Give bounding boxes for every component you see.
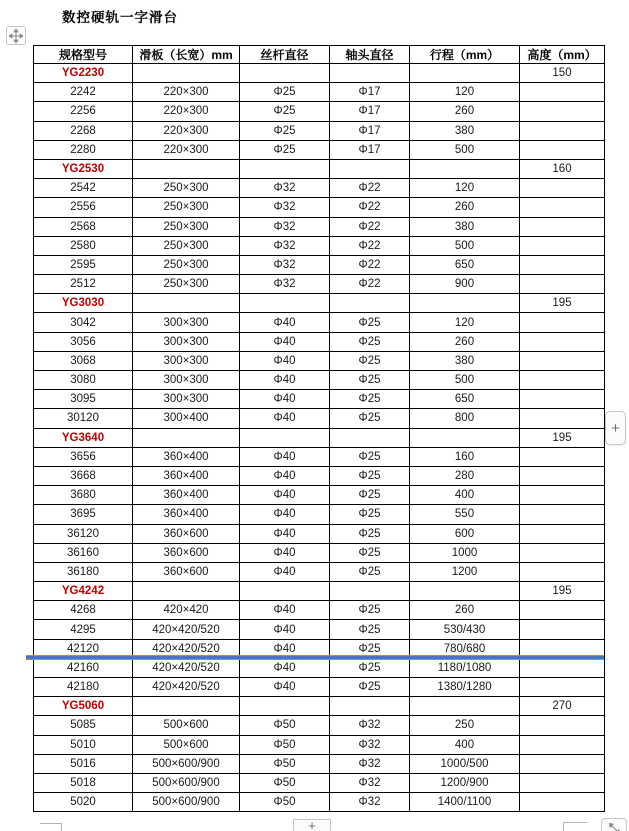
column-header[interactable]: 高度（mm）	[520, 46, 605, 64]
table-cell[interactable]: 195	[520, 582, 605, 601]
table-row	[34, 409, 605, 428]
table-cell[interactable]	[410, 294, 520, 313]
table-cell[interactable]: 4268	[34, 601, 133, 620]
table-cell[interactable]: 3042	[34, 313, 133, 332]
table-cell[interactable]: Φ40	[240, 524, 330, 543]
table-cell[interactable]: 3656	[34, 447, 133, 466]
table-cell[interactable]: 260	[410, 102, 520, 121]
table-cell[interactable]: Φ32	[240, 236, 330, 255]
series-group-row	[34, 159, 605, 178]
insert-row-button-right[interactable]	[605, 411, 626, 445]
table-cell[interactable]: 270	[520, 697, 605, 716]
table-cell[interactable]	[520, 678, 605, 697]
table-cell[interactable]: 36120	[34, 524, 133, 543]
table-cell[interactable]	[520, 409, 605, 428]
spec-table	[33, 45, 605, 812]
table-cell[interactable]: Φ32	[240, 217, 330, 236]
table-row	[34, 505, 605, 524]
table-cell[interactable]	[330, 64, 410, 83]
column-header[interactable]: 轴头直径	[330, 46, 410, 64]
table-cell[interactable]	[520, 255, 605, 274]
table-cell[interactable]: YG5060	[34, 697, 133, 716]
table-cell[interactable]: Φ50	[240, 735, 330, 754]
table-cell[interactable]: Φ25	[330, 447, 410, 466]
table-cell[interactable]	[520, 179, 605, 198]
table-cell[interactable]: 300×300	[133, 390, 240, 409]
table-cell[interactable]	[330, 428, 410, 447]
table-cell[interactable]: Φ32	[240, 255, 330, 274]
table-cell[interactable]: 500×600	[133, 735, 240, 754]
table-cell[interactable]: Φ32	[330, 716, 410, 735]
table-cell[interactable]: Φ32	[330, 754, 410, 773]
table-cell[interactable]: Φ40	[240, 639, 330, 658]
table-cell[interactable]: 420×420/520	[133, 678, 240, 697]
table-cell[interactable]	[520, 371, 605, 390]
table-row	[34, 620, 605, 639]
table-cell[interactable]: 650	[410, 255, 520, 274]
table-cell[interactable]: 650	[410, 390, 520, 409]
table-cell[interactable]	[133, 697, 240, 716]
table-cell[interactable]: 360×400	[133, 505, 240, 524]
series-group-row	[34, 697, 605, 716]
table-cell[interactable]: 360×400	[133, 447, 240, 466]
table-resize-handle[interactable]	[601, 818, 627, 831]
table-cell[interactable]: 2256	[34, 102, 133, 121]
table-cell[interactable]: Φ17	[330, 83, 410, 102]
table-row	[34, 332, 605, 351]
table-cell[interactable]	[520, 562, 605, 581]
table-cell[interactable]: YG3640	[34, 428, 133, 447]
table-cell[interactable]: Φ25	[330, 620, 410, 639]
table-cell[interactable]: YG4242	[34, 582, 133, 601]
table-cell[interactable]: 530/430	[410, 620, 520, 639]
table-cell[interactable]	[520, 217, 605, 236]
table-cell[interactable]: 250×300	[133, 255, 240, 274]
series-group-row	[34, 428, 605, 447]
table-cell[interactable]: 5010	[34, 735, 133, 754]
table-cell[interactable]: Φ32	[330, 735, 410, 754]
table-cell[interactable]	[410, 582, 520, 601]
table-cell[interactable]: 250	[410, 716, 520, 735]
table-cell[interactable]: 380	[410, 121, 520, 140]
table-cell[interactable]: 5085	[34, 716, 133, 735]
table-cell[interactable]: 500	[410, 140, 520, 159]
table-cell[interactable]	[520, 313, 605, 332]
table-cell[interactable]: 5016	[34, 754, 133, 773]
column-header[interactable]: 行程（mm）	[410, 46, 520, 64]
table-cell[interactable]	[520, 716, 605, 735]
table-cell[interactable]	[240, 582, 330, 601]
table-cell[interactable]: 3068	[34, 351, 133, 370]
table-cell[interactable]: 1200	[410, 562, 520, 581]
table-cell[interactable]: 42120	[34, 639, 133, 658]
table-cell[interactable]: Φ17	[330, 140, 410, 159]
table-cell[interactable]: Φ50	[240, 716, 330, 735]
table-cell[interactable]	[520, 332, 605, 351]
table-cell[interactable]: Φ25	[330, 678, 410, 697]
four-way-move-arrow-icon	[9, 29, 23, 43]
table-cell[interactable]: Φ40	[240, 371, 330, 390]
table-row	[34, 486, 605, 505]
table-cell[interactable]: 120	[410, 179, 520, 198]
series-group-row	[34, 64, 605, 83]
table-row	[34, 793, 605, 812]
table-cell[interactable]: Φ25	[330, 658, 410, 677]
table-cell[interactable]	[520, 447, 605, 466]
table-cell[interactable]: 250×300	[133, 179, 240, 198]
table-cell[interactable]: 220×300	[133, 121, 240, 140]
table-row	[34, 447, 605, 466]
page-corner-mark-left	[40, 823, 62, 831]
table-cell[interactable]: 2512	[34, 275, 133, 294]
table-cell[interactable]: 1000/500	[410, 754, 520, 773]
table-cell[interactable]: 360×400	[133, 466, 240, 485]
table-cell[interactable]	[133, 582, 240, 601]
table-cell[interactable]: Φ50	[240, 773, 330, 792]
table-cell[interactable]: 300×300	[133, 351, 240, 370]
table-cell[interactable]: 500	[410, 236, 520, 255]
table-cell[interactable]: Φ22	[330, 255, 410, 274]
table-cell[interactable]: 2556	[34, 198, 133, 217]
table-cell[interactable]	[133, 294, 240, 313]
table-cell[interactable]: 3095	[34, 390, 133, 409]
table-cell[interactable]: Φ22	[330, 179, 410, 198]
table-cell[interactable]: 300×300	[133, 313, 240, 332]
table-cell[interactable]: Φ25	[330, 332, 410, 351]
table-cell[interactable]: Φ40	[240, 678, 330, 697]
table-cell[interactable]	[240, 159, 330, 178]
table-cell[interactable]	[240, 64, 330, 83]
insert-row-button-bottom[interactable]	[293, 819, 331, 831]
header-row	[34, 46, 605, 64]
table-cell[interactable]: Φ32	[240, 198, 330, 217]
table-cell[interactable]: 550	[410, 505, 520, 524]
table-cell[interactable]: 2542	[34, 179, 133, 198]
table-cell[interactable]	[520, 658, 605, 677]
table-cell[interactable]: Φ22	[330, 236, 410, 255]
table-row	[34, 102, 605, 121]
table-cell[interactable]: Φ40	[240, 601, 330, 620]
table-cell[interactable]: 360×600	[133, 524, 240, 543]
table-cell[interactable]: 500×600	[133, 716, 240, 735]
table-cell[interactable]: Φ40	[240, 409, 330, 428]
table-cell[interactable]	[520, 543, 605, 562]
table-cell[interactable]: 300×400	[133, 409, 240, 428]
table-cell[interactable]: 420×420	[133, 601, 240, 620]
table-cell[interactable]: 260	[410, 601, 520, 620]
table-cell[interactable]: 42160	[34, 658, 133, 677]
table-cell[interactable]: Φ25	[330, 543, 410, 562]
table-cell[interactable]: 780/680	[410, 639, 520, 658]
table-cell[interactable]: Φ25	[240, 140, 330, 159]
table-cell[interactable]: 4295	[34, 620, 133, 639]
table-cell[interactable]: 500×600/900	[133, 754, 240, 773]
table-cell[interactable]: Φ32	[240, 275, 330, 294]
table-cell[interactable]: 400	[410, 486, 520, 505]
table-cell[interactable]	[520, 466, 605, 485]
table-cell[interactable]: 42180	[34, 678, 133, 697]
table-cell[interactable]: 1400/1100	[410, 793, 520, 812]
table-cell[interactable]: 800	[410, 409, 520, 428]
table-row	[34, 390, 605, 409]
table-row	[34, 543, 605, 562]
column-header[interactable]: 滑板（长宽）mm	[133, 46, 240, 64]
table-cell[interactable]: 1000	[410, 543, 520, 562]
table-cell[interactable]	[240, 428, 330, 447]
table-cell[interactable]: 120	[410, 83, 520, 102]
table-cell[interactable]	[520, 236, 605, 255]
table-cell[interactable]	[520, 390, 605, 409]
table-cell[interactable]: 250×300	[133, 275, 240, 294]
table-cell[interactable]	[520, 793, 605, 812]
table-cell[interactable]: Φ25	[330, 486, 410, 505]
table-cell[interactable]: Φ17	[330, 121, 410, 140]
table-cell[interactable]: Φ50	[240, 793, 330, 812]
table-row	[34, 83, 605, 102]
table-cell[interactable]: Φ50	[240, 754, 330, 773]
table-cell[interactable]: Φ17	[330, 102, 410, 121]
table-row	[34, 658, 605, 677]
table-row	[34, 601, 605, 620]
table-cell[interactable]: 2580	[34, 236, 133, 255]
table-cell[interactable]: Φ25	[240, 121, 330, 140]
table-cell[interactable]: 1180/1080	[410, 658, 520, 677]
table-cell[interactable]	[520, 351, 605, 370]
table-cell[interactable]: 220×300	[133, 140, 240, 159]
table-cell[interactable]: Φ25	[330, 601, 410, 620]
table-cell[interactable]: 360×600	[133, 562, 240, 581]
table-cell[interactable]: Φ25	[330, 390, 410, 409]
table-cell[interactable]	[520, 198, 605, 217]
table-cell[interactable]: 500×600/900	[133, 773, 240, 792]
table-cell[interactable]	[520, 121, 605, 140]
table-cell[interactable]: 500	[410, 371, 520, 390]
table-row	[34, 255, 605, 274]
table-cell[interactable]: YG2230	[34, 64, 133, 83]
table-cell[interactable]: Φ25	[330, 409, 410, 428]
table-row	[34, 562, 605, 581]
table-row	[34, 754, 605, 773]
table-row	[34, 140, 605, 159]
table-cell[interactable]: Φ25	[330, 562, 410, 581]
table-cell[interactable]: 3668	[34, 466, 133, 485]
table-cell[interactable]	[520, 275, 605, 294]
table-cell[interactable]: Φ32	[330, 793, 410, 812]
table-cell[interactable]: 2280	[34, 140, 133, 159]
table-cell[interactable]: 260	[410, 198, 520, 217]
table-cell[interactable]: 3680	[34, 486, 133, 505]
table-cell[interactable]: 300×300	[133, 371, 240, 390]
table-cell[interactable]	[330, 582, 410, 601]
table-row	[34, 735, 605, 754]
table-cell[interactable]: Φ22	[330, 217, 410, 236]
table-cell[interactable]	[520, 505, 605, 524]
page-title[interactable]: 数控硬轨一字滑台	[62, 10, 178, 25]
table-row	[34, 217, 605, 236]
table-cell[interactable]: 420×420/520	[133, 658, 240, 677]
table-cell[interactable]: Φ22	[330, 275, 410, 294]
table-cell[interactable]: 360×400	[133, 486, 240, 505]
table-cell[interactable]	[410, 428, 520, 447]
table-cell[interactable]: 2568	[34, 217, 133, 236]
table-move-handle[interactable]	[6, 26, 26, 45]
table-cell[interactable]	[520, 773, 605, 792]
table-cell[interactable]	[330, 159, 410, 178]
table-cell[interactable]: 400	[410, 735, 520, 754]
table-row	[34, 275, 605, 294]
column-header[interactable]: 丝杆直径	[240, 46, 330, 64]
table-cell[interactable]	[520, 524, 605, 543]
table-cell[interactable]: Φ40	[240, 658, 330, 677]
table-cell[interactable]: Φ25	[330, 639, 410, 658]
table-row	[34, 678, 605, 697]
table-cell[interactable]: 220×300	[133, 83, 240, 102]
table-cell[interactable]: 3080	[34, 371, 133, 390]
table-cell[interactable]	[410, 159, 520, 178]
table-cell[interactable]: 1380/1280	[410, 678, 520, 697]
table-cell[interactable]: 300×300	[133, 332, 240, 351]
table-row	[34, 351, 605, 370]
table-cell[interactable]: YG3030	[34, 294, 133, 313]
table-cell[interactable]: Φ40	[240, 486, 330, 505]
table-cell[interactable]: 1200/900	[410, 773, 520, 792]
table-cell[interactable]: 420×420/520	[133, 639, 240, 658]
table-row	[34, 466, 605, 485]
plus-icon: +	[308, 818, 316, 831]
table-cell[interactable]	[520, 83, 605, 102]
table-cell[interactable]: 36180	[34, 562, 133, 581]
table-cell[interactable]: YG2530	[34, 159, 133, 178]
table-cell[interactable]: Φ40	[240, 447, 330, 466]
table-cell[interactable]: Φ40	[240, 351, 330, 370]
table-cell[interactable]: 195	[520, 294, 605, 313]
series-group-row	[34, 294, 605, 313]
table-cell[interactable]	[240, 697, 330, 716]
page-break-divider-line	[26, 655, 604, 660]
table-cell[interactable]: 260	[410, 332, 520, 351]
table-row	[34, 524, 605, 543]
table-cell[interactable]	[133, 428, 240, 447]
table-row	[34, 313, 605, 332]
table-cell[interactable]	[520, 601, 605, 620]
table-row	[34, 198, 605, 217]
table-cell[interactable]	[410, 64, 520, 83]
table-cell[interactable]	[330, 697, 410, 716]
table-cell[interactable]	[520, 140, 605, 159]
diagonal-resize-arrow-icon	[608, 822, 621, 831]
table-cell[interactable]: Φ40	[240, 562, 330, 581]
table-cell[interactable]: 420×420/520	[133, 620, 240, 639]
table-cell[interactable]: Φ32	[240, 179, 330, 198]
table-cell[interactable]: Φ25	[240, 83, 330, 102]
table-cell[interactable]: 30120	[34, 409, 133, 428]
table-cell[interactable]: 2242	[34, 83, 133, 102]
table-cell[interactable]	[133, 159, 240, 178]
table-cell[interactable]: Φ40	[240, 543, 330, 562]
table-cell[interactable]	[520, 620, 605, 639]
table-cell[interactable]: Φ40	[240, 332, 330, 351]
table-cell[interactable]: Φ25	[330, 351, 410, 370]
table-cell[interactable]	[520, 735, 605, 754]
table-cell[interactable]: 250×300	[133, 217, 240, 236]
table-row	[34, 371, 605, 390]
table-row	[34, 716, 605, 735]
table-cell[interactable]: 36160	[34, 543, 133, 562]
table-cell[interactable]	[133, 64, 240, 83]
table-row	[34, 773, 605, 792]
table-cell[interactable]: 250×300	[133, 198, 240, 217]
table-row	[34, 236, 605, 255]
table-cell[interactable]: Φ25	[330, 313, 410, 332]
table-row	[34, 179, 605, 198]
table-cell[interactable]	[520, 754, 605, 773]
table-cell[interactable]: 220×300	[133, 102, 240, 121]
table-cell[interactable]	[330, 294, 410, 313]
table-cell[interactable]: Φ40	[240, 505, 330, 524]
table-cell[interactable]: 380	[410, 351, 520, 370]
table-cell[interactable]: 380	[410, 217, 520, 236]
table-cell[interactable]	[240, 294, 330, 313]
table-cell[interactable]: Φ25	[330, 505, 410, 524]
table-cell[interactable]: Φ22	[330, 198, 410, 217]
table-cell[interactable]: 250×300	[133, 236, 240, 255]
table-cell[interactable]: 3056	[34, 332, 133, 351]
column-header[interactable]: 规格型号	[34, 46, 133, 64]
table-cell[interactable]: 195	[520, 428, 605, 447]
plus-icon: +	[611, 419, 620, 437]
table-cell[interactable]: Φ40	[240, 313, 330, 332]
table-cell[interactable]: 900	[410, 275, 520, 294]
table-cell[interactable]: Φ40	[240, 466, 330, 485]
table-cell[interactable]: Φ40	[240, 390, 330, 409]
table-cell[interactable]	[520, 102, 605, 121]
series-group-row	[34, 582, 605, 601]
table-cell[interactable]: 2268	[34, 121, 133, 140]
table-cell[interactable]: Φ25	[240, 102, 330, 121]
table-row	[34, 121, 605, 140]
table-cell[interactable]: 2595	[34, 255, 133, 274]
table-cell[interactable]	[410, 697, 520, 716]
table-cell[interactable]: 160	[410, 447, 520, 466]
table-cell[interactable]: 5020	[34, 793, 133, 812]
table-cell[interactable]: 160	[520, 159, 605, 178]
table-cell[interactable]: 150	[520, 64, 605, 83]
table-cell[interactable]: 360×600	[133, 543, 240, 562]
table-cell[interactable]: Φ25	[330, 524, 410, 543]
table-cell[interactable]	[520, 486, 605, 505]
table-cell[interactable]: 120	[410, 313, 520, 332]
page-corner-mark-right	[563, 822, 587, 831]
table-cell[interactable]: 5018	[34, 773, 133, 792]
table-cell[interactable]: Φ40	[240, 620, 330, 639]
table-cell[interactable]: 3695	[34, 505, 133, 524]
table-cell[interactable]: 500×600/900	[133, 793, 240, 812]
table-cell[interactable]: Φ25	[330, 466, 410, 485]
table-cell[interactable]: 600	[410, 524, 520, 543]
table-cell[interactable]: Φ32	[330, 773, 410, 792]
table-cell[interactable]: 280	[410, 466, 520, 485]
table-cell[interactable]: Φ25	[330, 371, 410, 390]
